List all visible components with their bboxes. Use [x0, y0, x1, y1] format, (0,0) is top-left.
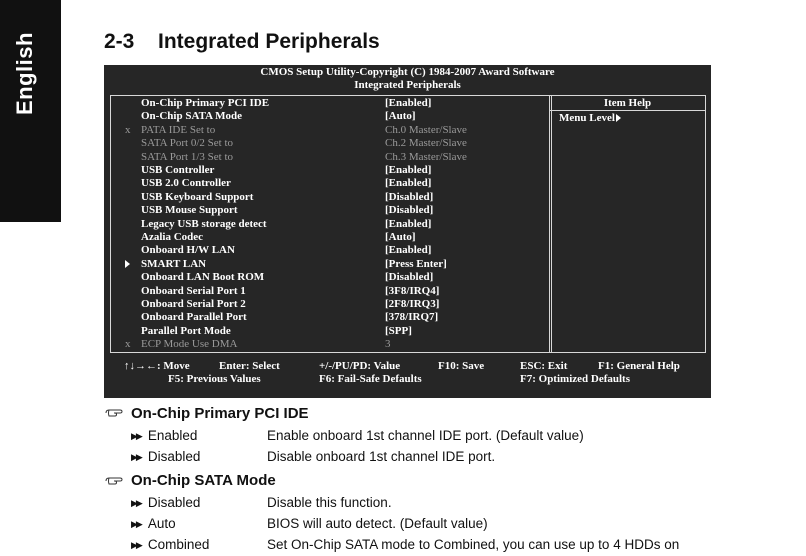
row-marker: x [125, 123, 131, 136]
pointing-hand-icon [105, 476, 123, 486]
double-arrow-icon: ▶▶ [131, 431, 141, 441]
bios-item-value: [Enabled] [385, 177, 432, 190]
bios-item-value: Ch.0 Master/Slave [385, 123, 467, 136]
bios-menu-item[interactable] [111, 298, 551, 311]
bios-title: CMOS Setup Utility-Copyright (C) 1984-2007 Award Software [260, 66, 555, 78]
row-marker: x [125, 338, 131, 351]
double-arrow-icon: ▶▶ [131, 540, 141, 550]
key-enter: Enter: Select [219, 360, 280, 372]
bios-key-legend [104, 357, 711, 397]
bios-menu-item[interactable] [111, 204, 551, 217]
bios-item-label: Onboard Serial Port 2 [141, 298, 246, 310]
option-name [131, 537, 209, 552]
bios-item-label: Azalia Codec [141, 231, 204, 243]
option-name [131, 516, 176, 531]
section-number: 2-3 [104, 30, 135, 53]
pointing-hand-icon [105, 408, 123, 418]
bios-menu-item[interactable] [111, 244, 551, 257]
bios-item-value: 3 [385, 338, 391, 351]
option-name [131, 495, 200, 510]
triangle-right-icon [616, 114, 621, 122]
option-description: BIOS will auto detect. (Default value) [267, 516, 488, 531]
option-label: Disabled [147, 449, 201, 464]
bios-menu-item[interactable] [111, 218, 551, 231]
bios-item-label: USB Controller [141, 164, 215, 176]
bios-menu-item[interactable] [111, 271, 551, 284]
page-title: Integrated Peripherals [158, 30, 380, 53]
language-label: English [12, 32, 37, 115]
bios-menu-item[interactable] [111, 124, 551, 137]
bios-menu-item[interactable] [111, 285, 551, 298]
bios-menu-item[interactable] [111, 164, 551, 177]
bios-menu-item[interactable] [111, 177, 551, 190]
bios-item-value: [Auto] [385, 110, 416, 123]
bios-item-label: USB Keyboard Support [141, 190, 254, 203]
bios-menu-panel [110, 95, 552, 353]
bios-menu-item[interactable] [111, 97, 551, 110]
bios-item-label: Legacy USB storage detect [141, 217, 267, 230]
option-description: Enable onboard 1st channel IDE port. (Default value) [267, 428, 584, 443]
bios-item-value: [Disabled] [385, 204, 434, 217]
bios-item-label: Parallel Port Mode [141, 324, 231, 337]
item-help-title: Item Help [603, 97, 652, 109]
bios-menu-item[interactable] [111, 258, 551, 271]
bios-item-value: [Enabled] [385, 217, 432, 230]
bios-menu-item[interactable] [111, 151, 551, 164]
double-arrow-icon: ▶▶ [131, 498, 141, 508]
bios-menu-item[interactable] [111, 191, 551, 204]
section-heading: On-Chip Primary PCI IDE [131, 405, 309, 422]
key-help: F1: General Help [598, 360, 680, 372]
double-arrow-icon: ▶▶ [131, 519, 141, 529]
bios-item-value: Ch.2 Master/Slave [385, 137, 467, 150]
bios-item-value: [2F8/IRQ3] [385, 298, 440, 310]
bios-menu-item[interactable] [111, 137, 551, 150]
double-arrow-icon: ▶▶ [131, 452, 141, 462]
option-label: Auto [147, 516, 176, 531]
option-name [131, 449, 200, 464]
key-previous-values: F5: Previous Values [168, 373, 261, 385]
bios-menu-item[interactable] [111, 110, 551, 123]
option-label: Combined [147, 537, 210, 552]
language-side-tab [0, 0, 61, 222]
bios-item-value: [Disabled] [385, 190, 434, 203]
bios-item-label: Onboard Serial Port 1 [141, 284, 246, 297]
option-name [131, 428, 197, 443]
option-label: Disabled [147, 495, 201, 510]
bios-item-label: SATA Port 1/3 Set to [141, 150, 234, 163]
bios-item-label: On-Chip SATA Mode [141, 110, 243, 123]
key-value: +/-/PU/PD: Value [319, 360, 401, 372]
submenu-arrow-icon [125, 258, 135, 271]
bios-item-label: SMART LAN [141, 257, 207, 270]
bios-item-value: [Enabled] [385, 244, 432, 257]
bios-item-value: [SPP] [385, 324, 412, 337]
option-description: Disable this function. [267, 495, 392, 510]
bios-item-label: Onboard H/W LAN [141, 244, 235, 257]
section-heading: On-Chip SATA Mode [131, 472, 276, 489]
bios-menu-item[interactable] [111, 231, 551, 244]
bios-item-value: [Enabled] [385, 164, 432, 176]
option-description: Set On-Chip SATA mode to Combined, you can use up to 4 HDDs on [267, 537, 680, 552]
bios-item-label: USB Mouse Support [141, 204, 238, 217]
bios-item-label: Onboard Parallel Port [141, 311, 247, 324]
bios-item-value: [Disabled] [385, 271, 434, 284]
bios-item-value: [378/IRQ7] [385, 311, 439, 324]
key-optimized-defaults: F7: Optimized Defaults [520, 373, 630, 385]
bios-item-value: [3F8/IRQ4] [385, 284, 440, 297]
bios-item-value: [Auto] [385, 231, 416, 243]
menu-level-text [559, 112, 621, 124]
key-exit: ESC: Exit [520, 360, 568, 372]
bios-item-label: PATA IDE Set to [141, 123, 216, 136]
menu-level-label: Menu Level [559, 112, 615, 124]
bios-item-value: [Enabled] [385, 97, 432, 109]
bios-menu-item[interactable] [111, 311, 551, 324]
bios-item-value: Ch.3 Master/Slave [385, 150, 467, 163]
bios-item-label: SATA Port 0/2 Set to [141, 137, 234, 150]
option-description: Disable onboard 1st channel IDE port. [267, 449, 496, 464]
bios-menu-item[interactable] [111, 325, 551, 338]
key-save: F10: Save [438, 360, 485, 372]
bios-item-label: ECP Mode Use DMA [141, 338, 238, 351]
bios-menu-item[interactable] [111, 338, 551, 351]
option-label: Enabled [147, 428, 198, 443]
bios-subtitle: Integrated Peripherals [354, 79, 461, 91]
bios-item-label: USB 2.0 Controller [141, 177, 231, 190]
bios-item-label: On-Chip Primary PCI IDE [141, 97, 270, 109]
key-failsafe-defaults: F6: Fail-Safe Defaults [319, 373, 422, 385]
item-help-panel [549, 95, 706, 353]
bios-item-value: [Press Enter] [385, 257, 447, 270]
help-divider [550, 110, 705, 111]
bios-item-label: Onboard LAN Boot ROM [141, 271, 265, 284]
bios-screen [104, 65, 711, 398]
triangle-right-icon [125, 260, 130, 268]
key-move: ↑↓→←: Move [124, 360, 190, 372]
